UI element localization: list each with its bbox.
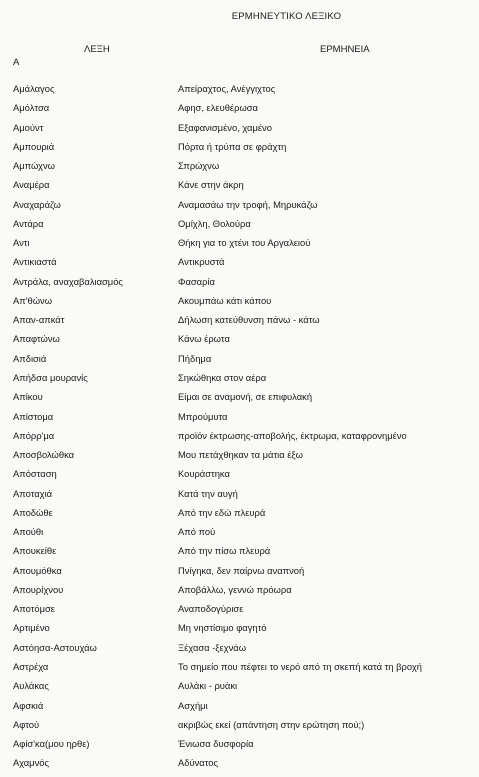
glossary-word: Αστρέχα: [13, 660, 49, 672]
glossary-meaning: Εξαφανισμένο, χαμένο: [178, 121, 272, 133]
glossary-word: Αμούντ: [13, 121, 44, 133]
glossary-meaning: Αδύνατος: [178, 757, 219, 769]
glossary-word: Αναχαράζω: [13, 198, 61, 210]
glossary-row: [0, 757, 479, 776]
glossary-row: [0, 179, 479, 198]
glossary-meaning: Κάνε στην άκρη: [178, 179, 244, 191]
glossary-meaning: Κουράστηκα: [178, 468, 230, 480]
glossary-word: Απουμόθκα: [13, 564, 62, 576]
glossary-row: [0, 680, 479, 699]
glossary-word: Αφσκιά: [13, 699, 44, 711]
glossary-word: Αντικιαστά: [13, 256, 57, 268]
glossary-row: [0, 700, 479, 719]
glossary-word: Αμπώχνω: [13, 160, 55, 172]
glossary-meaning: Το σημείο που πέφτει το νερό από τη σκεπή κατά τη βροχή: [178, 660, 422, 672]
glossary-row: [0, 411, 479, 430]
glossary-word: Απόσταση: [13, 468, 57, 480]
glossary-row: [0, 565, 479, 584]
glossary-meaning: Ξέχασα -ξεχνάω: [178, 641, 247, 653]
glossary-row: [0, 237, 479, 256]
glossary-row: [0, 353, 479, 372]
glossary-list: [0, 83, 479, 777]
glossary-row: [0, 295, 479, 314]
glossary-meaning: Κατά την αυγή: [178, 487, 238, 499]
glossary-row: [0, 642, 479, 661]
glossary-row: [0, 738, 479, 757]
glossary-row: [0, 256, 479, 275]
glossary-meaning: Ένιωσα δυσφορία: [178, 738, 254, 750]
glossary-row: [0, 468, 479, 487]
glossary-row: [0, 160, 479, 179]
glossary-meaning: Από την πίσω πλευρά: [178, 545, 271, 557]
glossary-word: Αφίσ'κα(μου ηρθε): [13, 738, 90, 750]
glossary-row: [0, 218, 479, 237]
glossary-word: Απίκου: [13, 391, 43, 403]
glossary-word: Αχαμνός: [13, 757, 49, 769]
glossary-row: [0, 488, 479, 507]
glossary-row: [0, 391, 479, 410]
glossary-word: Απούθι: [13, 526, 44, 538]
column-header-meaning: ΕΡΜΗΝΕΙΑ: [320, 44, 370, 55]
glossary-row: [0, 449, 479, 468]
glossary-meaning: Αφησ, ελευθέρωσα: [178, 102, 258, 114]
glossary-word: Απουρίχνου: [13, 583, 64, 595]
glossary-meaning: Είμαι σε αναμονή, σε επιφυλακή: [178, 391, 313, 403]
glossary-row: [0, 603, 479, 622]
glossary-word: Απαφτώνω: [13, 333, 60, 345]
glossary-row: [0, 122, 479, 141]
document-title: ΕΡΜΗΝΕΥΤΙΚΟ ΛΕΞΙΚΟ: [231, 11, 342, 22]
glossary-word: Αποτόμσε: [13, 603, 55, 615]
glossary-word: Αποταχιά: [13, 487, 53, 499]
glossary-meaning: Σηκώθηκα στον αέρα: [178, 371, 267, 383]
glossary-meaning: Ομίχλη, Θολούρα: [178, 217, 251, 229]
glossary-meaning: ακριβώς εκεί (απάντηση στην ερώτηση πού;): [178, 718, 365, 730]
section-letter: Α: [13, 57, 20, 68]
glossary-row: [0, 507, 479, 526]
glossary-word: Αντράλα, αναχαβαλιασμός: [13, 275, 123, 287]
glossary-meaning: Μπρούμυτα: [178, 410, 228, 422]
glossary-word: Αυλάκας: [13, 680, 49, 692]
glossary-word: Απήδσα μουρανίς: [13, 371, 88, 383]
glossary-word: Απ'θώνω: [13, 294, 53, 306]
glossary-meaning: Μου πετάχθηκαν τα μάτια έξω: [178, 449, 303, 461]
glossary-word: Αστόησα-Αστουχάω: [13, 641, 97, 653]
glossary-row: [0, 276, 479, 295]
glossary-word: Αμάλαγος: [13, 83, 55, 94]
glossary-meaning: Απείραχτος, Ανέγγιχτος: [178, 83, 276, 94]
glossary-meaning: Αποβάλλω, γεννώ πρόωρα: [178, 583, 292, 595]
glossary-meaning: Από την εδώ πλευρά: [178, 506, 266, 518]
glossary-meaning: Πνίγηκα, δεν παίρνω αναπνοή: [178, 564, 305, 576]
glossary-meaning: Κάνω έρωτα: [178, 333, 230, 345]
glossary-meaning: Σπρώχνω: [178, 160, 220, 172]
glossary-meaning: Από πού: [178, 526, 216, 538]
glossary-word: Αφτού: [13, 718, 40, 730]
glossary-row: [0, 333, 479, 352]
glossary-meaning: Δήλωση κατεύθυνση πάνω - κάτω: [178, 314, 320, 326]
glossary-meaning: Θήκη για το χτένι του Αργαλειού: [178, 237, 311, 249]
glossary-meaning: Αναμασάω την τροφή, Μηρυκάζω: [178, 198, 318, 210]
glossary-word: Αναμέρα: [13, 179, 50, 191]
glossary-meaning: Αυλάκι - ρυάκι: [178, 680, 238, 692]
glossary-meaning: Αντικρυστά: [178, 256, 225, 268]
glossary-meaning: Μη νηστίσιμο φαγητό: [178, 622, 267, 634]
glossary-word: Απόρρ'μα: [13, 429, 55, 441]
glossary-word: Αντι: [13, 237, 30, 249]
glossary-word: Αμπουριά: [13, 140, 55, 152]
glossary-meaning: Φασαρία: [178, 275, 215, 287]
glossary-row: [0, 83, 479, 102]
glossary-meaning: Πόρτα ή τρύπα σε φράχτη: [178, 140, 287, 152]
glossary-row: [0, 314, 479, 333]
glossary-word: Αρτιμένο: [13, 622, 50, 634]
glossary-meaning: Αναποδογύρισε: [178, 603, 244, 615]
glossary-row: [0, 199, 479, 218]
glossary-row: [0, 661, 479, 680]
glossary-row: [0, 622, 479, 641]
glossary-row: [0, 526, 479, 545]
glossary-row: [0, 141, 479, 160]
column-header-word: ΛΕΞΗ: [84, 44, 110, 55]
glossary-word: Αντάρα: [13, 217, 44, 229]
glossary-meaning: προϊόν έκτρωσης-αποβολής, έκτρωμα, καταφρονημένο: [178, 429, 407, 441]
glossary-word: Αποσβολώθκα: [13, 449, 75, 461]
glossary-meaning: Ακουμπάω κάτι κάπου: [178, 294, 272, 306]
glossary-meaning: Ασχήμι: [178, 699, 208, 711]
glossary-row: [0, 545, 479, 564]
glossary-word: Αποδώθε: [13, 506, 53, 518]
glossary-word: Αμόλτσα: [13, 102, 50, 114]
glossary-word: Απουκείθε: [13, 545, 57, 557]
glossary-word: Απαν-απκάτ: [13, 314, 65, 326]
glossary-row: [0, 430, 479, 449]
glossary-word: Απίστομα: [13, 410, 54, 422]
glossary-meaning: Πήδημα: [178, 352, 212, 364]
glossary-row: [0, 719, 479, 738]
glossary-row: [0, 584, 479, 603]
glossary-word: Απδισιά: [13, 352, 47, 364]
glossary-row: [0, 372, 479, 391]
glossary-row: [0, 102, 479, 121]
